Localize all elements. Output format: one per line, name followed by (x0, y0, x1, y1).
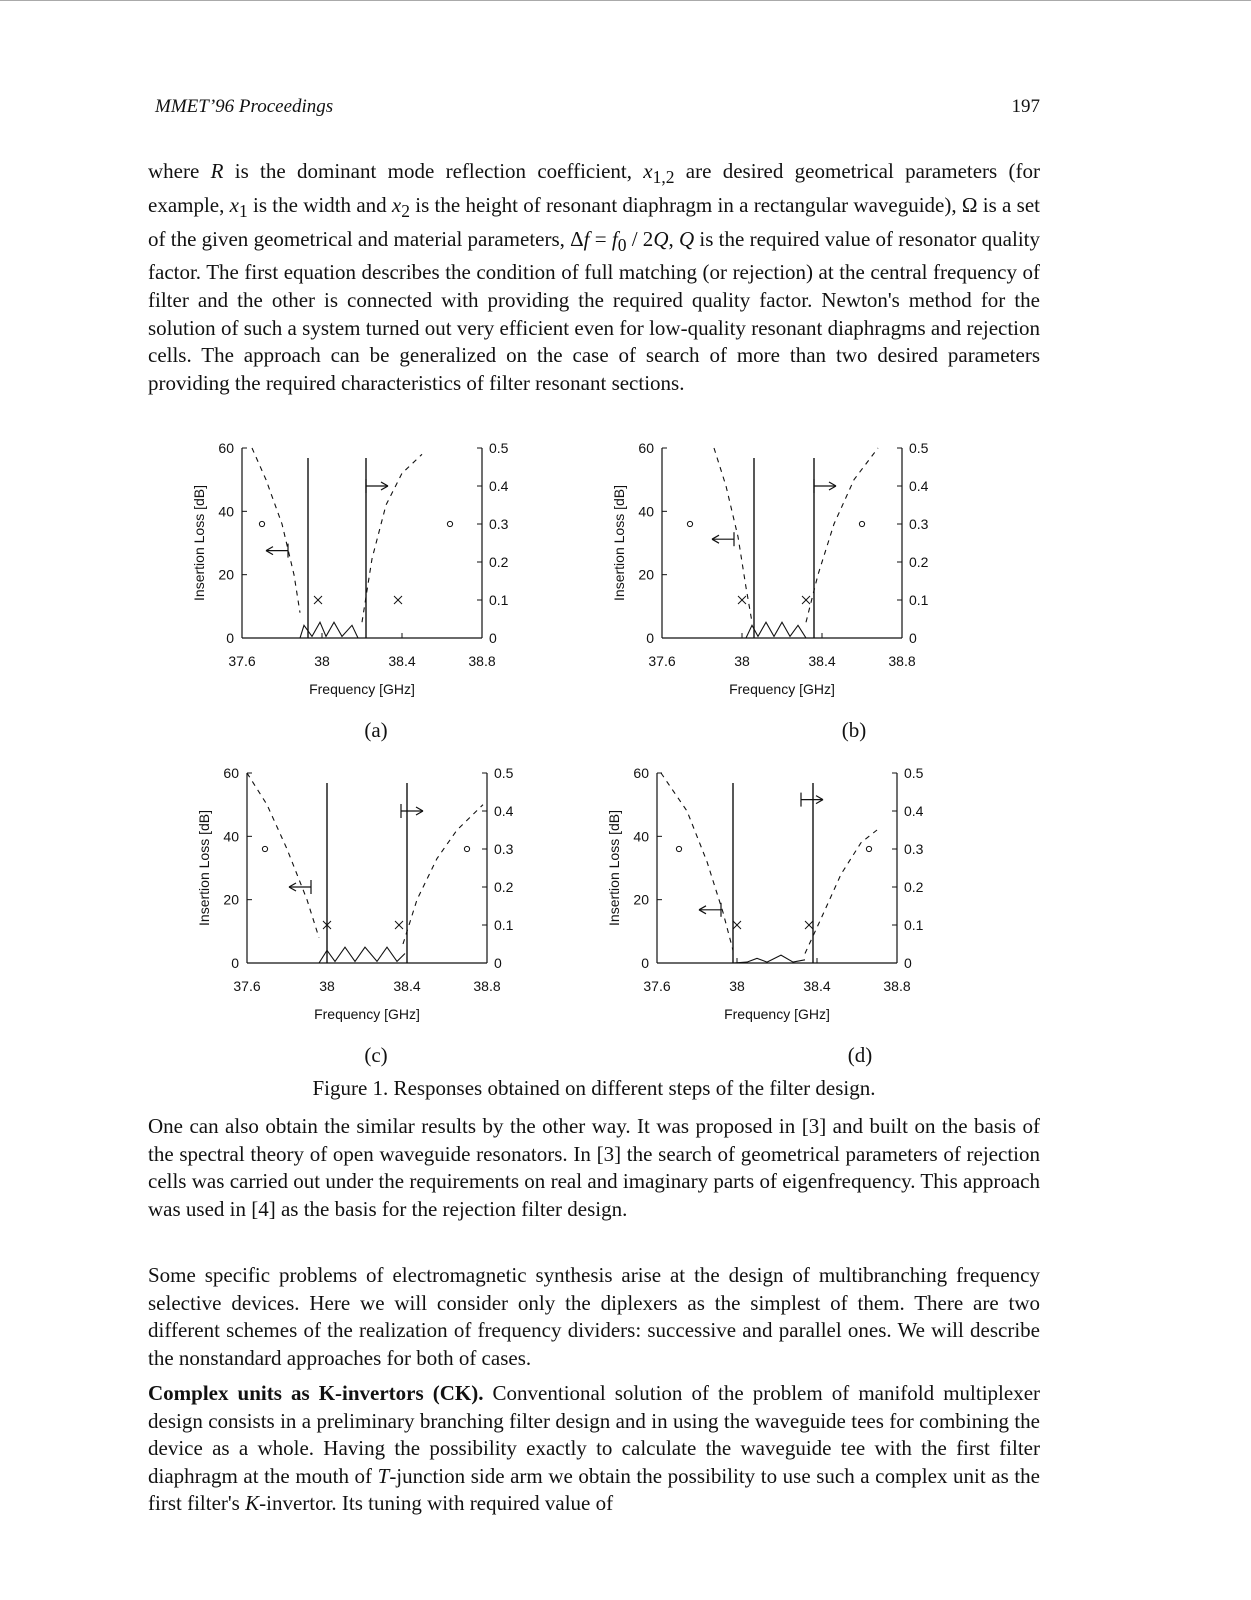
arrow-left-marker (699, 903, 721, 917)
y-axis-label: Insertion Loss [dB] (611, 485, 627, 601)
y-tick-label: 60 (638, 440, 654, 456)
x-tick-label: 38.4 (808, 653, 836, 669)
y-tick-label: 40 (218, 503, 234, 520)
y2-tick-label: 0.3 (494, 841, 514, 857)
chart-svg (190, 432, 520, 722)
x-tick-label: 37.6 (648, 653, 676, 669)
y2-tick-label: 0.5 (909, 440, 929, 456)
y2-tick-label: 0.3 (909, 516, 929, 532)
passband-ripple (319, 947, 405, 963)
x-tick-label: 38.8 (883, 978, 911, 994)
y2-tick-label: 0.4 (904, 803, 924, 819)
y2-tick-label: 0.5 (494, 765, 514, 781)
cross-marker (394, 596, 402, 604)
paragraph-2: One can also obtain the similar results by the other way. It was proposed in [3] and built on the basis of the spectral theory of open waveguide resonators. In [3] the search of geometrical parameters of rejection cells was carried out under the requirements on real and imaginary parts of eigenfrequency. This approach was used in [4] as the basis for the rejection filter design. (148, 1114, 1040, 1221)
circle-marker (676, 846, 681, 851)
x-axis-label: Frequency [GHz] (724, 1006, 830, 1022)
y2-tick-label: 0.1 (489, 592, 509, 608)
x-tick-label: 38.8 (473, 978, 501, 994)
x-tick-label: 38 (729, 978, 745, 994)
circle-marker (866, 846, 871, 851)
y-tick-label: 0 (646, 630, 654, 646)
x-axis-label: Frequency [GHz] (314, 1006, 420, 1022)
x-tick-label: 38 (734, 653, 750, 669)
y-tick-label: 20 (223, 891, 239, 908)
y-tick-label: 20 (218, 566, 234, 583)
passband-ripple (300, 622, 358, 638)
cross-marker (314, 596, 322, 604)
paragraph-1: where R is the dominant mode reflection coefficient, $x_{1,2}$ are desired geometrical parameters (for example, $x_1$ is the width and $x_2$ is the height of resonant diaphragm in a rectangular waveguide), Ω is a set of the given geometrical and material parameters, $\Delta f = f_0 / 2Q$, Q is the required value of resonator quality factor. The first equation describes the condition of full matching (or rejection) at the central frequency of filter and the other is connected with providing the required quality factor. Newton's method for the solution of such a system turned out very efficient even for low-quality resonant diaphragms and rejection cells. The approach can be generalized on the case of search of more than two desired parameters providing the required characteristics of filter resonant sections. (148, 159, 1040, 395)
y2-tick-label: 0.2 (494, 879, 514, 895)
circle-marker (259, 521, 264, 526)
chart-svg (610, 432, 940, 722)
running-header (155, 96, 1040, 124)
chart-svg (195, 757, 525, 1047)
passband-ripple (746, 622, 806, 638)
chart-d (605, 757, 935, 1052)
y-tick-label: 0 (231, 955, 239, 971)
dashed-curve-right (806, 448, 878, 622)
y-axis-label: Insertion Loss [dB] (606, 810, 622, 926)
panel-label-b: (b) (841, 718, 867, 742)
y2-tick-label: 0 (489, 630, 497, 646)
dashed-curve-left (247, 773, 319, 938)
paragraph-4: Complex units as K-invertors (CK). Conventional solution of the problem of manifold multiplexer design consists in a preliminary branching filter design and in using the waveguide tees for combining the device as a whole. Having the possibility exactly to calculate the waveguide tee with the first filter diaphragm at the mouth of T-junction side arm we obtain the possibility to use such a complex unit as the first filter's K-invertor. Its tuning with required value of (148, 1381, 1041, 1516)
arrow-right-marker (366, 479, 388, 493)
y2-tick-label: 0.2 (909, 554, 929, 570)
x-tick-label: 38.4 (803, 978, 831, 994)
y-tick-label: 20 (633, 891, 649, 908)
y2-tick-label: 0.3 (489, 516, 509, 532)
panel-label-c: (c) (364, 1043, 388, 1067)
y2-tick-label: 0.1 (904, 917, 924, 933)
x-tick-label: 38 (314, 653, 330, 669)
y-tick-label: 60 (633, 765, 649, 781)
y-tick-label: 40 (633, 828, 649, 845)
y2-tick-label: 0 (909, 630, 917, 646)
y-tick-label: 20 (638, 566, 654, 583)
cross-marker (802, 596, 810, 604)
y-tick-label: 40 (223, 828, 239, 845)
circle-marker (262, 846, 267, 851)
y2-tick-label: 0.2 (489, 554, 509, 570)
arrow-right-marker (801, 793, 823, 807)
panel-label-d: (d) (847, 1043, 873, 1067)
dashed-curve-right (403, 805, 483, 944)
chart-b (610, 432, 940, 727)
dashed-curve-left (661, 773, 733, 950)
y-axis-label: Insertion Loss [dB] (191, 485, 207, 601)
circle-marker (859, 521, 864, 526)
y2-tick-label: 0.1 (494, 917, 514, 933)
chart-svg (605, 757, 935, 1047)
x-axis-label: Frequency [GHz] (729, 681, 835, 697)
y2-tick-label: 0.1 (909, 592, 929, 608)
y2-tick-label: 0.4 (489, 478, 509, 494)
paragraph-3: Some specific problems of electromagnetic synthesis arise at the design of multibranching frequency selective devices. Here we will consider only the diplexers as the simplest of them. There are two different schemes of the realization of frequency dividers: successive and parallel ones. We will describe the nonstandard approaches for both of cases. (148, 1263, 1040, 1370)
y-tick-label: 60 (218, 440, 234, 456)
circle-marker (464, 846, 469, 851)
page-top-rule (0, 0, 1251, 1)
x-tick-label: 38.8 (888, 653, 916, 669)
figure-caption: Figure 1. Responses obtained on different steps of the filter design. (312, 1076, 876, 1100)
x-tick-label: 38.4 (388, 653, 416, 669)
passband-ripple (733, 955, 805, 963)
y-axis-label: Insertion Loss [dB] (196, 810, 212, 926)
y-tick-label: 0 (226, 630, 234, 646)
arrow-right-marker (401, 804, 423, 818)
x-tick-label: 38.8 (468, 653, 496, 669)
y2-tick-label: 0.4 (494, 803, 514, 819)
chart-c (195, 757, 525, 1052)
circle-marker (687, 521, 692, 526)
y2-tick-label: 0.3 (904, 841, 924, 857)
y2-tick-label: 0 (904, 955, 912, 971)
dashed-curve-right (362, 454, 422, 622)
y2-tick-label: 0.5 (489, 440, 509, 456)
panel-label-a: (a) (364, 718, 388, 742)
y2-tick-label: 0.2 (904, 879, 924, 895)
x-tick-label: 38 (319, 978, 335, 994)
y-tick-label: 60 (223, 765, 239, 781)
page-number: 197 (1011, 96, 1040, 117)
y2-tick-label: 0 (494, 955, 502, 971)
journal-title: MMET’96 Proceedings (155, 96, 334, 117)
dashed-curve-left (714, 448, 752, 622)
cross-marker (733, 921, 741, 929)
circle-marker (447, 521, 452, 526)
x-tick-label: 37.6 (228, 653, 256, 669)
y2-tick-label: 0.5 (904, 765, 924, 781)
y-tick-label: 0 (641, 955, 649, 971)
cross-marker (395, 921, 403, 929)
x-tick-label: 37.6 (233, 978, 261, 994)
dashed-curve-left (252, 448, 300, 613)
x-axis-label: Frequency [GHz] (309, 681, 415, 697)
chart-a (190, 432, 520, 727)
cross-marker (805, 921, 813, 929)
y2-tick-label: 0.4 (909, 478, 929, 494)
y-tick-label: 40 (638, 503, 654, 520)
arrow-right-marker (814, 479, 836, 493)
arrow-left-marker (266, 544, 288, 558)
x-tick-label: 37.6 (643, 978, 671, 994)
arrow-left-marker (712, 532, 734, 546)
x-tick-label: 38.4 (393, 978, 421, 994)
cross-marker (738, 596, 746, 604)
